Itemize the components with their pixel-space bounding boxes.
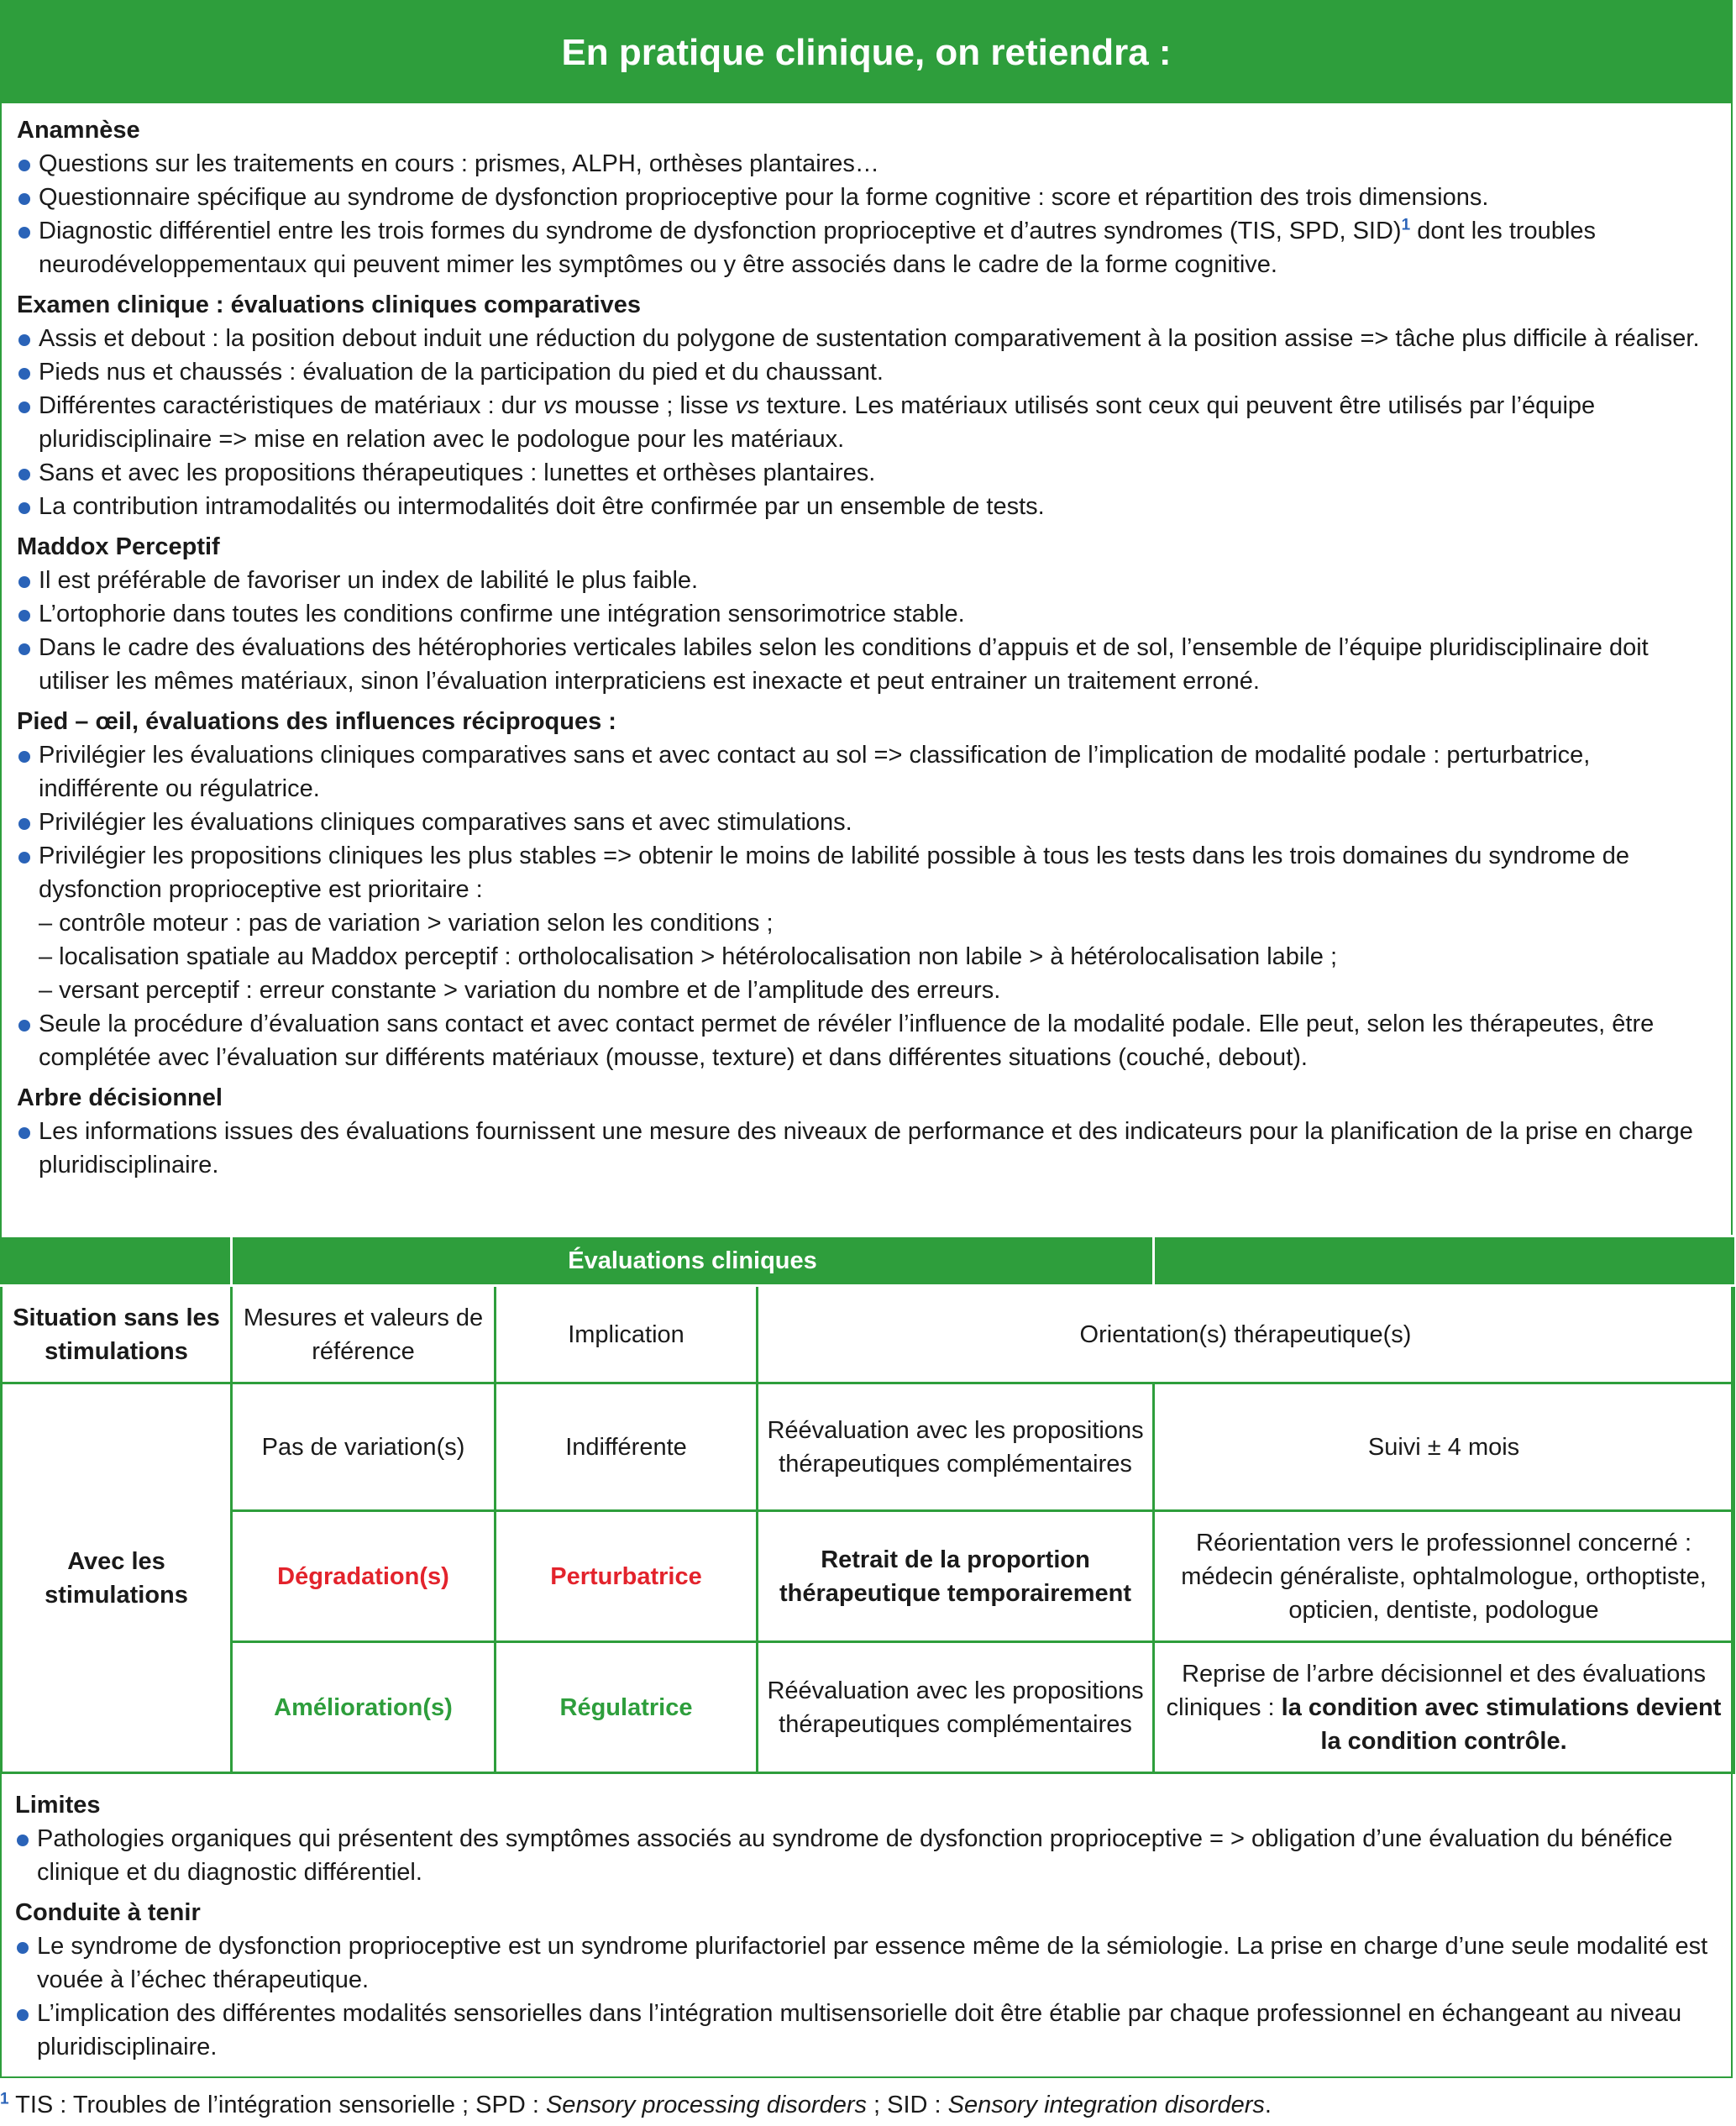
col-header-mesures: Mesures et valeurs de référence [232,1286,496,1383]
sub-item: – localisation spatiale au Maddox perceptif : ortholocalisation > hétérolocalisation non labile > à hétérolocalisation labile ; [39,943,1338,970]
bullet-item: Assis et debout : la position debout induit une réduction du polygone de sustentation comparativement à la position assise => tâche plus difficile à réaliser. [17,322,1716,355]
cell-mesure: Amélioration(s) [232,1642,496,1773]
bullet-item: Seule la procédure d’évaluation sans contact et avec contact permet de révéler l’influence de la modalité podale. Elle peut, selon les thérapeutes, être complétée avec l’évaluation sur différents matériaux (mousse, texture) et dans différentes situations (couché, debout). [17,1007,1716,1074]
bullet-item: L’implication des différentes modalités sensorielles dans l’intégration multisensorielle doit être établie par chaque professionnel en échangeant au niveau pluridisciplinaire. [15,1997,1718,2064]
bullet-item: Privilégier les évaluations cliniques comparatives sans et avec stimulations. [17,806,1716,839]
bullet-item: Questions sur les traitements en cours : prismes, ALPH, orthèses plantaires… [17,147,1716,181]
col-header-orientation: Orientation(s) thérapeutique(s) [758,1286,1734,1383]
bullet-item: La contribution intramodalités ou intermodalités doit être confirmée par un ensemble de tests. [17,490,1716,523]
cell-orientation: Retrait de la proportion thérapeutique temporairement [758,1511,1154,1642]
bullet-item: Sans et avec les propositions thérapeutiques : lunettes et orthèses plantaires. [17,456,1716,490]
table-row [2,1642,1734,1773]
italic-vs: vs [543,392,568,419]
bullet-item: Privilégier les évaluations cliniques comparatives sans et avec contact au sol => classification de l’implication de modalité podale : perturbatrice, indifférente ou régulatrice. [17,738,1716,806]
bullet-text: Différentes caractéristiques de matériaux : dur [39,392,543,419]
table-header-row [2,1286,1734,1383]
cell-orientation: Suivi ± 4 mois [1154,1383,1734,1511]
footnote-italic: Sensory integration disorders [947,2092,1265,2118]
cell-mesure: Pas de variation(s) [232,1383,496,1511]
section-title-limites: Limites [15,1792,101,1819]
col-header-implication: Implication [496,1286,758,1383]
cell-text-bold: la condition avec stimulations devient la condition contrôle. [1281,1693,1722,1755]
section-title-anamnese: Anamnèse [17,117,140,144]
bullet-item: Pieds nus et chaussés : évaluation de la participation du pied et du chaussant. [17,355,1716,389]
top-content [2,103,1731,1182]
cell-mesure: Dégradation(s) [232,1511,496,1642]
bullet-item: Pathologies organiques qui présentent des symptômes associés au syndrome de dysfonction proprioceptive = > obligation d’une évaluation du bénéfice clinique et du diagnostic différentiel. [15,1822,1718,1889]
bullet-item: L’ortophorie dans toutes les conditions confirme une intégration sensorimotrice stable. [17,597,1716,631]
footnote-ref: 1 [1401,216,1411,234]
box-title: En pratique clinique, on retiendra : [561,31,1172,73]
cell-implication: Perturbatrice [496,1511,758,1642]
bullet-item: Il est préférable de favoriser un index de labilité le plus faible. [17,564,1716,597]
box-header [2,2,1731,103]
sub-item: – contrôle moteur : pas de variation > variation selon les conditions ; [39,910,774,937]
italic-vs: vs [735,392,760,419]
table-row [2,1383,1734,1511]
row-label-stimulations: Avec les stimulations [2,1383,232,1773]
header-blank [1154,1236,1734,1286]
col-header-situation: Situation sans les stimulations [2,1286,232,1383]
cell-orientation: Réévaluation avec les propositions thérapeutiques complémentaires [758,1642,1154,1773]
table-group-header: Évaluations cliniques [232,1236,1154,1286]
section-title-examen: Examen clinique : évaluations cliniques comparatives [17,291,641,318]
footnote-italic: Sensory processing disorders [545,2092,867,2118]
bullet-item: Privilégier les propositions cliniques les plus stables => obtenir le moins de labilité possible à tous les tests dans les trois domaines du syndrome de dysfonction proprioceptive est prioritaire : [17,839,1716,906]
section-title-pied: Pied – œil, évaluations des influences réciproques : [17,708,616,735]
footnote-mark: 1 [0,2090,9,2108]
cell-implication: Indifférente [496,1383,758,1511]
header-blank [2,1236,232,1286]
bullet-text: Diagnostic différentiel entre les trois formes du syndrome de dysfonction proprioceptive et d’autres syndromes (TIS, SPD, SID) [39,218,1402,244]
bullet-item: Le syndrome de dysfonction proprioceptive est un syndrome plurifactoriel par essence même de la sémiologie. La prise en charge d’une seule modalité est vouée à l’échec thérapeutique. [15,1929,1718,1997]
bullet-text: dont les troubles neurodéveloppementaux qui peuvent mimer les symptômes ou y être associés dans le cadre de la forme cognitive. [39,218,1597,278]
bullet-item: Questionnaire spécifique au syndrome de dysfonction proprioceptive pour la forme cognitive : score et répartition des trois dimensions. [17,181,1716,214]
cell-text: Reprise de l’arbre décisionnel et des évaluations cliniques : [1166,1660,1706,1721]
decision-table [0,1235,1735,1774]
cell-implication: Régulatrice [496,1642,758,1773]
bullet-item [17,389,1716,456]
bullet-item: Les informations issues des évaluations fournissent une mesure des niveaux de performance et des indicateurs pour la planification de la prise en charge pluridisciplinaire. [17,1115,1716,1182]
bullet-text: mousse ; lisse [567,392,736,419]
bullet-text: texture. Les matériaux utilisés sont ceux qui peuvent être utilisés par l’équipe pluridisciplinaire => mise en relation avec le podologue pour les matériaux. [39,392,1596,453]
section-title-conduite: Conduite à tenir [15,1899,201,1926]
cell-orientation: Réorientation vers le professionnel concerné : médecin généraliste, ophtalmologue, orthoptiste, opticien, dentiste, podologue [1154,1511,1734,1642]
bottom-content [0,1777,1733,2064]
footnote-text: ; SID : [866,2092,948,2118]
section-title-arbre: Arbre décisionnel [17,1084,223,1111]
footnote-text: . [1264,2092,1272,2118]
footnote [0,2088,1272,2122]
section-title-maddox: Maddox Perceptif [17,533,220,560]
sub-item: – versant perceptif : erreur constante > variation du nombre et de l’amplitude des erreurs. [39,977,1001,1004]
footnote-text: TIS : Troubles de l’intégration sensorielle ; SPD : [8,2092,546,2118]
table-row [2,1511,1734,1642]
bullet-item: Dans le cadre des évaluations des hétérophories verticales labiles selon les conditions d’appuis et de sol, l’ensemble de l’équipe pluridisciplinaire doit utiliser les mêmes matériaux, sinon l’évaluation interpraticiens est inexacte et peut entrainer un traitement erroné. [17,631,1716,698]
table-group-header-row [2,1236,1734,1286]
bullet-item [17,214,1716,281]
cell-orientation: Réévaluation avec les propositions thérapeutiques complémentaires [758,1383,1154,1511]
cell-orientation [1154,1642,1734,1773]
